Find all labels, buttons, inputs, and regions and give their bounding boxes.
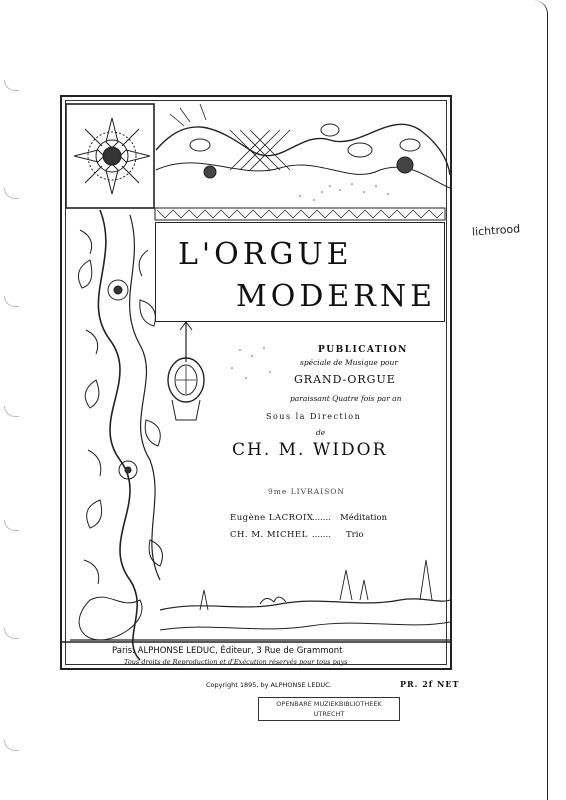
title-line-2: MODERNE (236, 279, 437, 314)
publication-heading: PUBLICATION (318, 345, 408, 355)
stamp-line-2: UTRECHT (313, 710, 345, 718)
instrument-label: GRAND-ORGUE (294, 373, 396, 386)
title-box (155, 222, 445, 322)
de-label: de (316, 428, 326, 437)
piece-title: Méditation (340, 513, 388, 523)
title-line-1: L'ORGUE (178, 237, 353, 272)
leader-dots: ....... (312, 530, 331, 540)
livraison-label: 9me LIVRAISON (268, 487, 345, 496)
publisher-line: Paris. ALPHONSE LEDUC, Éditeur, 3 Rue de Grammont (112, 646, 343, 656)
censer-icon (168, 322, 204, 420)
director-name: CH. M. WIDOR (232, 440, 388, 460)
price-label: PR. 2f NET (400, 679, 460, 689)
direction-label: Sous la Direction (266, 412, 362, 421)
publication-subtitle: spéciale de Musique pour (300, 358, 398, 367)
stamp-line-1: OPENBARE MUZIEKBIBLIOTHEEK (276, 700, 382, 708)
composer-name: CH. M. MICHEL (230, 530, 308, 540)
composer-name: Eugène LACROIX (230, 513, 314, 523)
copyright-line: Copyright 1895, by ALPHONSE LEDUC. (206, 681, 332, 689)
handwritten-note: lichtrood (471, 222, 521, 239)
leader-dots: ....... (312, 513, 331, 523)
piece-title: Trio (346, 530, 364, 540)
passion-flower-icon (74, 118, 150, 194)
library-stamp (258, 697, 400, 721)
frequency-text: paraissant Quatre fois par an (290, 394, 402, 403)
rights-notice: Tous droits de Reproduction et d'Exécution réservés pour tous pays (124, 658, 348, 666)
